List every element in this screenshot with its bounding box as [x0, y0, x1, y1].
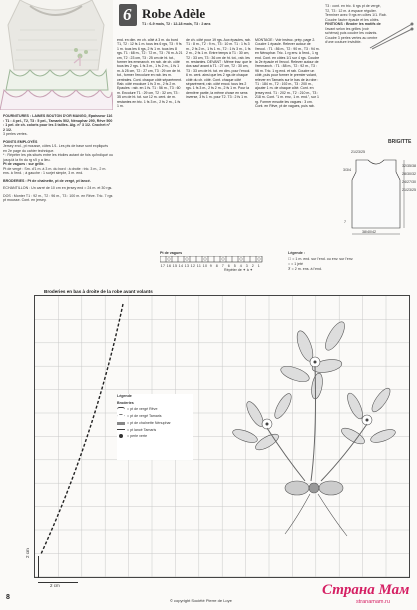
legend-title: Légende: [117, 394, 132, 398]
right-line-3: Terminer avec 9 rgs en côtes 1/1. Rab.: [325, 13, 387, 17]
vagues-cell: [196, 256, 202, 262]
vagues-column-number: 15: [172, 264, 178, 268]
right-line-8: Coudre 3 perles vertes au centre: [325, 35, 378, 40]
vagues-column-number: 6: [227, 264, 231, 268]
broderie-title: Broderies en bas à droite de la robe avant volants: [44, 289, 153, 294]
watermark-url: stranamam.ru: [356, 599, 390, 605]
right-line-9: d'une couture invisible.: [325, 40, 362, 44]
vagues-cell: [250, 256, 256, 262]
vagues-column-number: 1: [257, 264, 261, 268]
schema-top-label: 21/23/25: [351, 150, 365, 154]
vagues-cell: [160, 256, 166, 262]
vagues-legend-3: ⊼ = 2 m. ens. à l'end.: [288, 267, 322, 271]
brigitte-label: BRIGITTE: [388, 139, 412, 145]
vagues-jete-mark: [240, 258, 243, 261]
motif-text: * : Répéter les pts situés entre les étoiles autant de fois qu'indiqué ou jusqu'à la fin du rg s'il y a lieu.: [3, 153, 113, 162]
dress-schematic: [338, 150, 415, 246]
vagues-repeat-label: Répéter de ✦ à ✦: [224, 268, 253, 272]
echantillon-text: ECHANTILLON : Un carré de 10 cm en jersey end = 24 m. et 30 rgs.: [3, 186, 113, 190]
vagues-cell: [232, 256, 238, 262]
legend-subtitle: Broderies: [117, 400, 134, 405]
vagues-cell: [226, 256, 232, 262]
broderie-legend: [117, 394, 193, 460]
right-line-7: schéma) puis coudre les volants.: [325, 31, 378, 35]
vagues-jete-mark: [168, 258, 171, 261]
vagues-column-number: 14: [178, 264, 184, 268]
vagues-cell: [202, 256, 208, 262]
garment-photo: [0, 0, 113, 110]
broderie-grid-lines: [35, 296, 409, 577]
left-text-column: [3, 114, 113, 280]
right-line-5: FINITIONS : Broder les motifs de: [325, 22, 381, 26]
vagues-cell: [208, 256, 214, 262]
vagues-column-number: 5: [233, 264, 237, 268]
flower-motif-left: [231, 391, 294, 452]
legend-row-5: [117, 434, 193, 439]
legend-row-4: [117, 428, 193, 433]
vagues-cell: [238, 256, 244, 262]
dos-text: DOS : Monter T1 : 92 m., T2 : 96 m., T3 : 100 m. en Rêve. Tric. 7 rgs pt mousse. Cont. en jersey.: [3, 193, 113, 202]
points-heading: POINTS EMPLOYÉS: [3, 139, 38, 144]
column-2-text: de ch. côté pour 19 rgs. Aux épaules, rab. T1 : 8 m., T2 : 9 m., T3 : 10 m. T1 : 1 fs 3 m., 2 fs 2 m., 1 fs 1 m., T2 : 1 fs 3 m., 1 fs 2 m., 2 fs 1 m. Entre temps à T1 : 30 cm, T2 : 33 cm, T3 : 36 cm de ht. tot., rab. les m. restantes. DEVANT : Même trav. que le dos sauf avant à T1 : 27 cm, T2 : 30 cm, T3 : 33 cm de ht. tot. en dim. pour l'encol. 6 m. cent. ainsi que les 2 rgs de chaque côté du ch. côté. Cont. chaque côté séparément, rab. côté encol. tous les 2 rgs. 1 fs 3 m., 2 fs 2 m., 2 fs 1 m. Pour la dernière partie, la même chose en sens inverse, 3 fs 1 m. pour T2. T3 : 2 fs 1 m.: [186, 38, 252, 100]
vagues-column-number: 9: [209, 264, 213, 268]
schema-width-label: 38/40/42: [362, 230, 376, 234]
schema-neck: 3/3/4: [343, 168, 351, 172]
watermark-brand: Страна Мам: [322, 582, 410, 598]
vagues-jete-mark: [186, 258, 189, 261]
verge-tamaris-swatch: [117, 414, 125, 419]
legend-row-3: [117, 421, 193, 426]
text-column-2: [186, 38, 252, 276]
verge-text: Pt de vergé : Sm. d'1 m. à 3 m. du bord : à droite : tric. 3 m., 2 m. ens. à l'end. ; à gauche : 1 surjet simple, 3 m. end.: [3, 166, 107, 175]
vagues-column-number: 12: [190, 264, 196, 268]
schema-side-4: 21/23/25: [402, 188, 416, 192]
page-number: 8: [6, 594, 10, 601]
vagues-cell: [256, 256, 262, 262]
vagues-column-number: 16: [166, 264, 172, 268]
perle-swatch: [119, 434, 123, 438]
vagues-legend-2: ○ = 1 jeté: [288, 262, 304, 266]
schema-side-1: 32/35/38: [402, 164, 416, 168]
text-column-3: [255, 38, 321, 276]
copyright: © copyright Société Pierre de Loye: [170, 598, 232, 603]
knitted-dress-image: [0, 0, 113, 110]
vagues-jete-mark: [222, 258, 225, 261]
vagues-cell: [244, 256, 250, 262]
vagues-column-number: 3: [245, 264, 249, 268]
broderies-text: BRODERIES : Pt de chaînette, pt de vergé, pt lancé.: [3, 178, 91, 183]
right-line-4: Coudre l'autre épaule et les côtés.: [325, 17, 380, 22]
pattern-number: 6: [123, 5, 132, 24]
right-line-1: T3 : cont. en tric. 6 rgs pt de vergé,: [325, 4, 381, 8]
dim-vertical-label: 2 cm: [25, 548, 30, 558]
vagues-text: Pt de vagues : sur grille.: [3, 162, 45, 166]
vagues-column-number: 10: [202, 264, 208, 268]
right-line-2: T2, T3 : 12 m. à espace régulier.: [325, 8, 377, 13]
vagues-column-number: 7: [221, 264, 225, 268]
legend-item-4: = pt lancé Tamaris: [127, 427, 157, 432]
vagues-column-number: 8: [215, 264, 219, 268]
needles-icon: [368, 20, 414, 55]
vagues-jete-mark: [204, 258, 207, 261]
legend-row-1: [117, 407, 193, 412]
legend-item-3: = pt de chaînette Nénuphar: [127, 421, 171, 425]
verge-reve-swatch: [117, 407, 125, 412]
vagues-legend-title: Légende :: [288, 251, 305, 255]
pt-lance-swatch: [117, 429, 125, 430]
column-1-text: end. en dim. en ch. côté à 3 m. du bord T1, T2 : 12 fs 1 m. tous les 6 rgs, T3 : 9 fs 1 m. tous les 6 rgs, 2 fs 1 m. tous les 8 rgs. T1 : 68 m., T2 : 72 m., T3 : 76 m. A 21 cm, T2 : 23 cm, T3 : 25 cm de ht. tot., former les emmanch. en rab. de ch. côté tous les 2 rgs. 1 fs 3 m., 1 fs 2 m., 1 fs 1 m. A 25 cm, T2 : 27 cm, T3 : 29 cm de ht. tot., former l'encolure en rab. les m. centrales. Cont. chaque côté séparément. Rab. côté encolure 1 fs 3 m., 2 fs 2 m. Epaules : rab. en 1 fs. T1 : 56 m., T3 : 60 m. Encolure T1 : 29 cm, T2 : 32 cm, T3 : 35 cm de ht. tot. sur 12 m. cent. de m. restantes en tric. 1 fs 3 m., 2 fs 2 m., 1 fs 1 m.: [117, 38, 183, 109]
legend-item-5: = perle verte: [127, 434, 148, 438]
points-text: Jersey end., pt mousse, côtes 1/1. Les pts de base sont expliqués en 2e page du cahier technique.: [3, 144, 109, 153]
schema-side-2: 28/30/32: [402, 172, 416, 176]
vagues-title: Pt de vagues: [160, 251, 183, 255]
broderie-grid: [34, 295, 410, 578]
legend-item-2: = pt de vergé Tamaris: [127, 414, 162, 419]
vagues-cell: [166, 256, 172, 262]
vagues-cell: [178, 256, 184, 262]
supplies-extra: 3 perles vertes.: [3, 132, 28, 136]
flower-motif-top: [279, 319, 348, 400]
dim-horizontal-label: 2 cm: [50, 583, 60, 588]
vagues-cell: [184, 256, 190, 262]
vagues-column-number: 4: [239, 264, 243, 268]
supplies-heading: FOURNITURES : LAINES BOUTON D'OR MANGO, Epaisseur 116 : T1 : 4 pel., T2, T3 : 5 pel., Tamaris 502, Nénuphar 290, Rêve 500 : 1 pel. de ch. coloris pour les 3 tailles. Aig. n° 3 1/2. Crochet n° 2 1/2.: [3, 114, 113, 132]
legend-item-1: = pt de vergé Rêve: [127, 407, 158, 412]
schema-side-3: 24/27/30: [402, 180, 416, 184]
vagues-cell: [220, 256, 226, 262]
vagues-cell: [214, 256, 220, 262]
right-line-6: l'avant selon les grilles (voir: [325, 26, 369, 31]
vagues-cell: [190, 256, 196, 262]
vagues-column-number: 2: [251, 264, 255, 268]
vagues-column-number: 13: [184, 264, 190, 268]
chainette-swatch: [117, 422, 125, 425]
text-column-1: [117, 38, 183, 276]
vagues-jete-mark: [258, 258, 261, 261]
page-title: Robe Adèle: [142, 6, 206, 21]
sizes-line: T1 : 6-9 mois, T2 : 12-18 mois, T3 : 2 ans: [142, 22, 211, 26]
vagues-legend-1: ☐ = 1 m. end. sur l'end. ou env. sur l'env.: [288, 257, 354, 261]
legend-row-2: [117, 414, 193, 419]
schema-hem: 7: [344, 220, 346, 224]
dim-vertical-line: [38, 556, 39, 578]
flower-motif-right: [339, 386, 397, 447]
vagues-column-number: 17: [160, 264, 166, 268]
column-3-text: MONTAGE : Voir instruc. prép. page 2. Coudre 1 épaule. Relever autour de l'encol. : T1 : 86 m., T2 : 90 m., T3 : 94 m. en Nénuphar. Tric. 1 rg env. à l'end., 1 rg end. Cont. en côtes 1/1 sur 4 rgs. Coudre la 2e épaule et l'encol. Relever autour de l'emmanch. : T1 : 88 m., T2 : 92 m., T3 : 96 m. Tric. 1 rg end. et rab. Coudre un côté, puis pour former le premier volant, relever en Tamaris sur le bas de la robe : T1 : 184 m., T2 : 192 m., T3 : 200 m., ajouter 1 m. de chaque côté. Cont. en jersey end. T1 : 202 m., T2 : 210 m., T3 : 218 m. Cont. "1 m. env., 1 m. end.", sur 1 rg. Former ensuite les vagues : 3 cm. Cont. en Rêve, pt de vagues, puis rab.: [255, 38, 320, 109]
vagues-column-number: 11: [196, 264, 202, 268]
vagues-cell: [172, 256, 178, 262]
